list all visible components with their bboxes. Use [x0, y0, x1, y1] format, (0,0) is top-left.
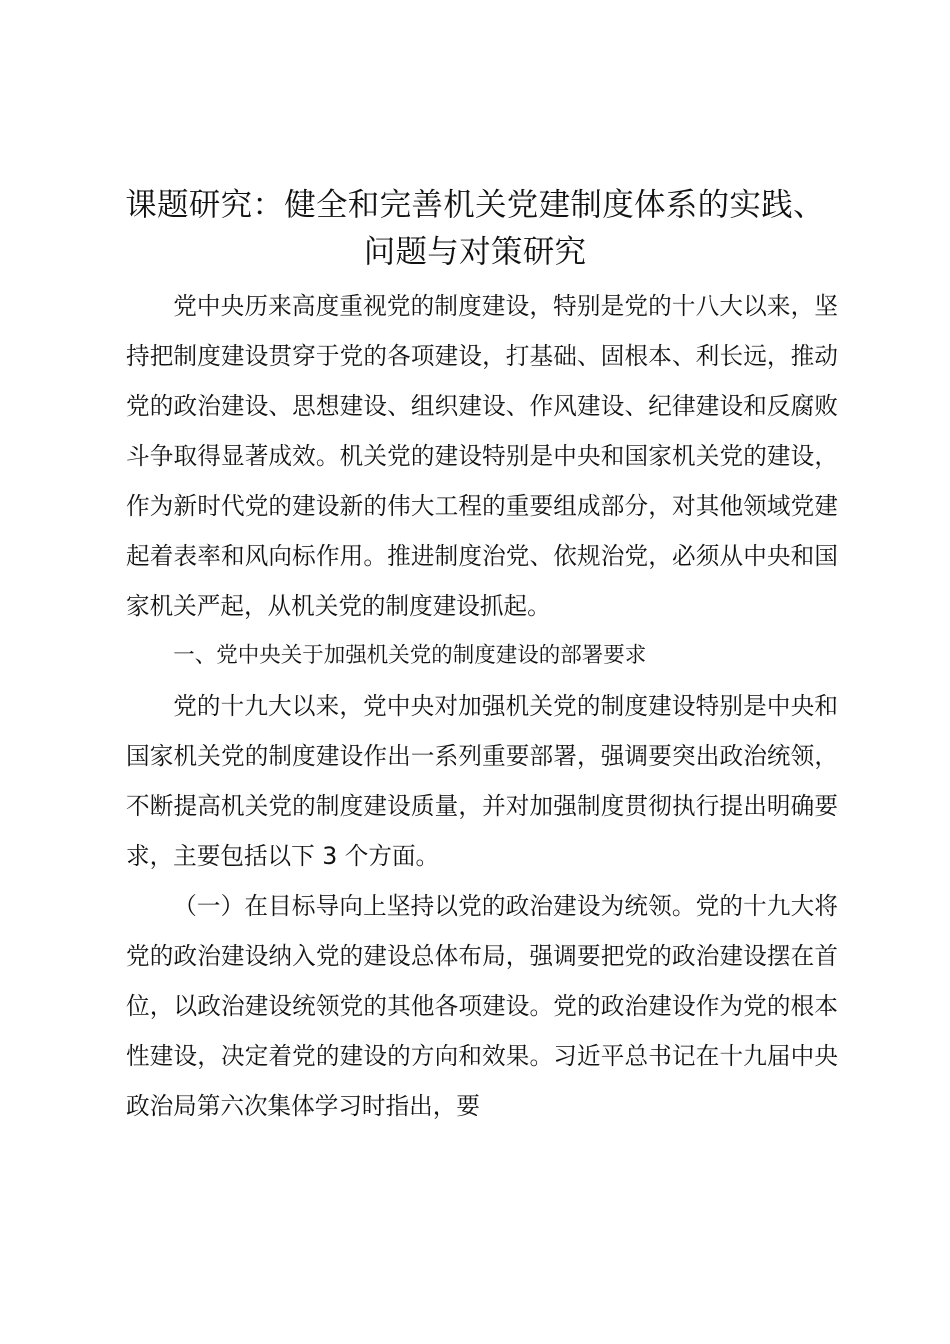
body-paragraph: 党中央历来高度重视党的制度建设，特别是党的十八大以来，坚持把制度建设贯穿于党的各项建设，打基础、固根本、利长远，推动党的政治建设、思想建设、组织建设、作风建设、纪律建设和反腐败斗争取得显著成效。机关党的建设特别是中央和国家机关党的建设，作为新时代党的建设新的伟大工程的重要组成部分，对其他领域党建起着表率和风向标作用。推进制度治党、依规治党，必须从中央和国家机关严起，从机关党的制度建设抓起。	[126, 292, 838, 620]
body-paragraph: （一）在目标导向上坚持以党的政治建设为统领。党的十九大将党的政治建设纳入党的建设总体布局，强调要把党的政治建设摆在首位，以政治建设统领党的其他各项建设。党的政治建设作为党的根本性建设，决定着党的建设的方向和效果。习近平总书记在十九届中央政治局第六次集体学习时指出，要	[126, 892, 838, 1120]
document-title: 课题研究：健全和完善机关党建制度体系的实践、问题与对策研究	[125, 187, 825, 270]
body-paragraph: 党的十九大以来，党中央对加强机关党的制度建设特别是中央和国家机关党的制度建设作出一系列重要部署，强调要突出政治统领，不断提高机关党的制度建设质量，并对加强制度贯彻执行提出明确要求，主要包括以下 3 个方面。	[126, 692, 838, 870]
document-body	[126, 281, 838, 1131]
section-heading: 一、党中央关于加强机关党的制度建设的部署要求	[173, 643, 647, 668]
